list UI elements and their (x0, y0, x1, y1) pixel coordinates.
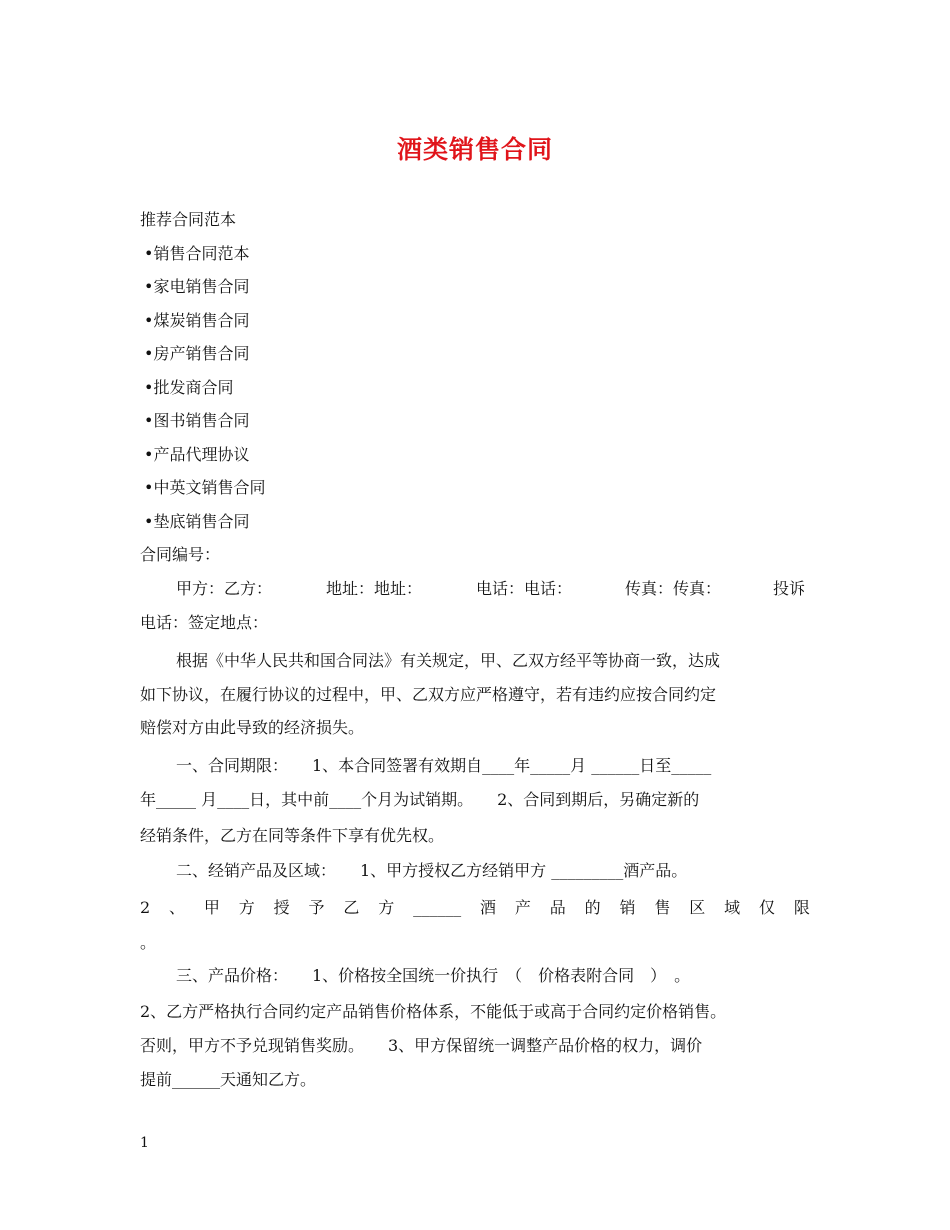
recommend-link-agency-agreement[interactable]: •产品代理协议 (144, 445, 250, 464)
preamble-line: 如下协议，在履行协议的过程中，甲、乙双方应严格遵守，若有违约应按合同约定 (140, 685, 717, 704)
spaced-char: 限 (793, 898, 810, 917)
section-price-line: 提前______天通知乙方。 (140, 1070, 317, 1089)
spaced-char: 品 (549, 898, 566, 917)
spaced-char: 仅 (759, 898, 776, 917)
spaced-char: 区 (689, 898, 706, 917)
spaced-char: 产 (514, 898, 531, 917)
spaced-char: 乙 (343, 898, 360, 917)
recommend-link-advance-sales[interactable]: •垫底销售合同 (144, 512, 250, 531)
recommend-link-book-sales[interactable]: •图书销售合同 (144, 411, 250, 430)
section-products-line: 二、经销产品及区域： 1、甲方授权乙方经销甲方 _________酒产品。 (176, 861, 688, 880)
section-products-spaced-line (140, 898, 810, 918)
fax-label: 传真：传真： (625, 579, 722, 598)
spaced-char: 甲 (203, 898, 220, 917)
preamble-line: 根据《中华人民共和国合同法》有关规定，甲、乙双方经平等协商一致，达成 (176, 651, 721, 670)
section-price-line: 三、产品价格： 1、价格按全国统一价执行 （ 价格表附合同 ） 。 (176, 966, 691, 985)
spaced-char: 方 (378, 898, 395, 917)
recommend-link-wholesaler[interactable]: •批发商合同 (144, 378, 234, 397)
contract-number-label: 合同编号： (140, 545, 221, 564)
spaced-char: 销 (619, 898, 636, 917)
recommend-link-appliance-sales[interactable]: •家电销售合同 (144, 277, 250, 296)
section-term-line: 一、合同期限： 1、本合同签署有效期自____年_____月 ______日至_____ (176, 756, 712, 775)
document-title: 酒类销售合同 (396, 135, 553, 164)
section-term-line: 年_____ 月____日，其中前____个月为试销期。 2、合同到期后，另确定新的 (140, 790, 700, 809)
party-names-label: 甲方：乙方： (176, 579, 273, 598)
preamble-line: 赔偿对方由此导致的经济损失。 (140, 718, 365, 737)
spaced-char: 酒 (480, 898, 497, 917)
spaced-char: 方 (238, 898, 255, 917)
spaced-char: 授 (273, 898, 290, 917)
spaced-char: 予 (308, 898, 325, 917)
section-term-line: 经销条件，乙方在同等条件下享有优先权。 (140, 826, 445, 845)
recommend-link-sales-template[interactable]: •销售合同范本 (144, 244, 250, 263)
recommend-link-bilingual-sales[interactable]: •中英文销售合同 (144, 478, 266, 497)
spaced-blank: ______ (413, 898, 462, 917)
section-price-line: 否则，甲方不予兑现销售奖励。 3、甲方保留统一调整产品价格的权力，调价 (140, 1036, 703, 1055)
complaint-label: 投诉 (773, 579, 806, 598)
spaced-char: 售 (654, 898, 671, 917)
page-number: 1 (140, 1135, 149, 1151)
recommend-link-property-sales[interactable]: •房产销售合同 (144, 344, 250, 363)
section-products-line: 。 (140, 933, 157, 952)
address-label: 地址：地址： (326, 579, 423, 598)
section-price-line: 2、乙方严格执行合同约定产品销售价格体系，不能低于或高于合同约定价格销售。 (140, 1002, 727, 1021)
spaced-char: 的 (584, 898, 601, 917)
spaced-char: 2 (140, 898, 151, 917)
phone-label: 电话：电话： (476, 579, 573, 598)
spaced-char: 、 (169, 898, 186, 917)
phone-signing-place-label: 电话：签定地点： (140, 613, 269, 632)
spaced-char: 域 (724, 898, 741, 917)
recommend-link-coal-sales[interactable]: •煤炭销售合同 (144, 311, 250, 330)
recommend-heading: 推荐合同范本 (140, 210, 237, 229)
